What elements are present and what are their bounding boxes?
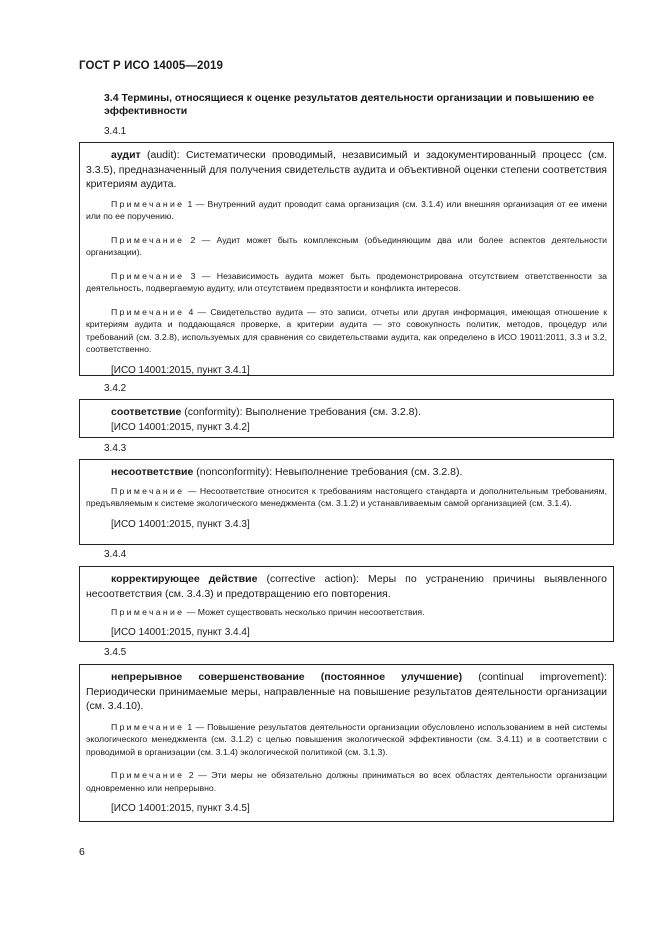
term-number: 3.4.2 [104,383,127,394]
term-source: [ИСО 14001:2015, пункт 3.4.1] [111,364,250,376]
note-text: 3 — Независимость аудита может быть продемонстрирована отсутствием ответственности за деятельность, подвергаемую аудиту, или отсутствием предвзятости и конфликта интересов. [86,270,607,293]
term-note [86,234,607,259]
note-label: Примечание [111,198,185,209]
term-note [86,198,607,223]
term-entry-corrective-action [79,566,614,642]
definition-text: (audit): Систематически проводимый, независимый и задокументированный процесс (см. 3.3.5), предназначенный для получения свидетельств аудита и объективной оценки степени соответствия критериям аудита. [86,149,607,190]
term-note [86,769,607,794]
definition-text: (nonconformity): Невыполнение требования (см. 3.2.8). [193,466,463,478]
term-name: корректирующее действие [111,573,258,585]
note-label: Примечание [111,270,185,281]
note-text: 2 — Аудит может быть комплексным (объединяющим два или более аспектов деятельности организации). [86,234,607,257]
section-number: 3.4 [104,92,119,104]
term-number: 3.4.1 [104,126,127,137]
term-source: [ИСО 14001:2015, пункт 3.4.3] [111,518,250,530]
term-note [86,606,607,619]
term-name: непрерывное совершенствование (постоянное улучшение) [111,671,463,683]
term-note [86,485,607,510]
term-entry-audit [79,142,614,376]
definition-text: (continual improvement): Периодически принимаемые меры, направленные на повышение результатов деятельности организации (см. 3.4.10). [86,671,607,712]
term-number: 3.4.5 [104,647,127,658]
term-source: [ИСО 14001:2015, пункт 3.4.5] [111,803,250,814]
term-definition [86,465,607,480]
term-number: 3.4.3 [104,443,127,454]
note-label: Примечание [111,306,185,317]
term-definition [86,148,607,192]
term-definition [86,405,607,420]
note-text: 1 — Внутренний аудит проводит сама организация (см. 3.1.4) или внешняя организация от ее имени или по ее поручению. [86,198,607,221]
note-label: Примечание [111,234,185,245]
note-label: Примечание [111,721,185,732]
term-note [86,306,607,356]
term-name: несоответствие [111,466,194,478]
note-text: 2 — Эти меры не обязательно должны приниматься во всех областях деятельности организации одновременно или непрерывно. [86,770,607,793]
term-entry-conformity [79,399,614,438]
term-definition [86,572,607,601]
term-name: аудит [111,149,141,161]
note-label: Примечание [111,770,185,780]
section-title-text: Термины, относящиеся к оценке результатов деятельности организации и повышению ее эффективности [104,92,595,117]
note-label: Примечание [111,485,185,496]
page-number: 6 [79,846,85,858]
term-note [86,270,607,295]
definition-text: (conformity): Выполнение требования (см. 3.2.8). [181,406,421,418]
term-definition [86,670,607,714]
term-entry-continual-improvement [79,664,614,822]
note-text: 1 — Повышение результатов деятельности организации обусловлено использованием в ней системы экологического менеджмента (см. 3.1.2) с целью повышения экологической эффективности (см. 3.4.11) и в соответствии с проводимой в организации (см. 3.1.4) экологической политикой (см. 3.1.3). [86,721,607,757]
section-heading [104,92,612,118]
term-number: 3.4.4 [104,549,127,560]
note-text: 4 — Свидетельство аудита — это записи, отчеты или другая информация, имеющая отношение к критериям аудита и поддающаяся проверке, а критерии аудита — это совокупность политик, методов, процедур или требований (см. 3.2.8), используемых для сравнения со свидетельствами аудита, как определено в ИСО 19011:2011, 3.3 и 3.2, соответственно. [86,306,607,354]
note-label: Примечание [111,607,185,617]
document-header: ГОСТ Р ИСО 14005—2019 [79,60,224,72]
note-text: — Несоответствие относится к требованиям настоящего стандарта и дополнительным требованиям, предъявляемым к системе экологического менеджмента (см. 3.1.2) и устанавливаемым самой организацией (см. 3.1.4). [86,485,607,508]
term-note [86,721,607,759]
term-source: [ИСО 14001:2015, пункт 3.4.2] [111,421,250,433]
note-text: — Может существовать несколько причин несоответствия. [184,607,425,617]
definition-text: (corrective action): Меры по устранению причины выявленного несоответствия (см. 3.4.3) и предотвращению его повторения. [86,573,607,600]
term-name: соответствие [111,406,182,418]
term-entry-nonconformity [79,459,614,545]
term-source: [ИСО 14001:2015, пункт 3.4.4] [111,626,250,638]
